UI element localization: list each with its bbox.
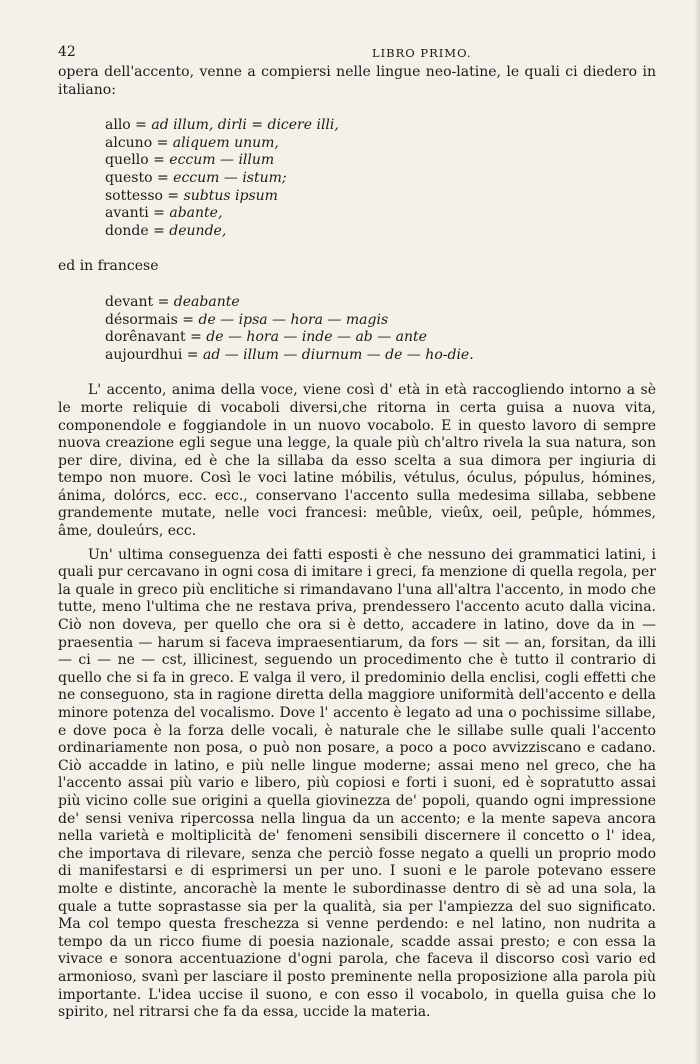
- equals-sign: =: [152, 169, 174, 186]
- derivation-row: [105, 188, 656, 206]
- equals-sign: =: [148, 222, 170, 239]
- equals-sign: =: [148, 152, 170, 169]
- equals-sign: =: [148, 205, 170, 222]
- latin-source: ad illum, dirli = dicere illi,: [151, 117, 339, 134]
- equals-sign: =: [130, 117, 152, 134]
- intro-text: opera dell'accento, venne a compiersi nelle lingue neo-latine, le quali ci diedero in italiano:: [58, 64, 656, 98]
- french-derivation-list: [105, 294, 656, 364]
- french-intro: ed in francese: [58, 258, 159, 275]
- derivation-row: [105, 170, 656, 188]
- equals-sign: =: [185, 329, 207, 346]
- page-edge-shadow: [694, 0, 700, 1064]
- page-header: [58, 44, 658, 64]
- derived-word: dorênavant: [105, 329, 186, 346]
- paragraph-accent: L' accento, anima della voce, viene così d' età in età raccogliendo intorno a sè le morte reliquie di vocaboli diversi,che ritorna in certa guisa a nuova vita, componendole e foggiandole in un nuovo vocabolo. E in questo lavoro di sempre nuova creazione egli segue una legge, la quale più ch'altro rivela la sua natura, son per dire, divina, ed è che la sillaba da esso scelta a sua dimora per ingiuria di tempo non muore. Così le voci latine móbilis, vétulus, óculus, pópulus, hómines, ánima, dolórcs, ecc. ecc., conservano l'accento sulla medesima sillaba, sebbene grandemente mutate, nelle voci francesi: meûble, vieûx, oeil, peûple, hómmes, âme, douleúrs, ecc.: [58, 382, 656, 540]
- derived-word: devant: [105, 293, 154, 310]
- derivation-row: [105, 329, 656, 347]
- derived-word: désormais: [105, 311, 178, 328]
- derivation-row: [105, 347, 656, 365]
- equals-sign: =: [153, 293, 174, 310]
- derivation-row: [105, 117, 656, 135]
- derivation-row: [105, 223, 656, 241]
- derived-word: alcuno: [105, 134, 153, 151]
- latin-source: abante,: [169, 205, 223, 222]
- latin-source: deunde,: [169, 222, 227, 239]
- running-title: LIBRO PRIMO.: [372, 46, 472, 60]
- derivation-row: [105, 205, 656, 223]
- equals-sign: =: [182, 346, 203, 363]
- derived-word: aujourdhui: [105, 346, 183, 363]
- latin-source: eccum — illum: [169, 152, 275, 169]
- derived-word: sottesso: [105, 187, 163, 204]
- page-number: 42: [58, 44, 76, 60]
- latin-source: deabante: [173, 293, 240, 310]
- derived-word: questo: [105, 169, 153, 186]
- derivation-row: [105, 135, 656, 153]
- latin-source: de — hora — inde — ab — ante: [206, 329, 427, 346]
- latin-source: ad — illum — diurnum — de — ho-die.: [202, 346, 474, 363]
- italian-derivation-list: [105, 117, 656, 240]
- latin-source: eccum — istum;: [173, 169, 287, 186]
- equals-sign: =: [177, 311, 199, 328]
- derivation-row: [105, 312, 656, 330]
- page-body: [58, 64, 656, 1022]
- latin-source: de — ipsa — hora — magis: [198, 311, 389, 328]
- derived-word: avanti: [105, 205, 149, 222]
- latin-source: aliquem unum,: [172, 134, 279, 151]
- equals-sign: =: [162, 187, 184, 204]
- derived-word: donde: [105, 222, 149, 239]
- derivation-row: [105, 152, 656, 170]
- paragraph-consequence: Un' ultima conseguenza dei fatti esposti è che nessuno dei grammatici latini, i quali pur cercavano in ogni cosa di imitare i greci, fa menzione di quella regola, per la quale in greco più enclitiche si rimandavano l'una all'altra l'accento, in modo che tutte, meno l'ultima che ne restava priva, prendessero l'accento acuto dalla vicina. Ciò non doveva, per quello che ora si è detto, accadere in latino, dove da in — praesentia — harum si faceva impraesentiarum, da fors — sit — an, forsitan, da illi — ci — ne — cst, illicinest, seguendo un procedimento che è tutto il contrario di quello che si fa in greco. E valga il vero, il predominio della enclisi, cogli effetti che ne conseguono, sta in ragione diretta della maggiore uniformità dell'accento e della minore potenza del vocalismo. Dove l' accento è legato ad una o pochissime sillabe, e dove poca è la forza delle vocali, è naturale che le sillabe sulle quali l'accento ordinariamente non posa, o può non posare, a poco a poco avvizziscano e cadano. Ciò accadde in latino, e più nelle lingue moderne; assai meno nel greco, che ha l'accento assai più vario e libero, più copiosi e forti i suoni, ed è sopratutto assai più vicino colle sue origini a quella giovinezza de' popoli, quando ogni impressione de' sensi veniva ripercossa nella lingua da un accento; e la mente sapeva ancora nella varietà e moltiplicità de' fenomeni sensibili discernere il concetto o l' idea, che importava di rilevare, senza che perciò fosse negato a quelli un proprio modo di manifestarsi e di esprimersi un per uno. I suoni e le parole potevano essere molte e distinte, ancorachè la mente le subordinasse dentro di sè ad una sola, la quale a tutte soprastasse sia per la qualità, sia per l'ampiezza del suo significato. Ma col tempo questa freschezza si venne perdendo: e nel latino, non nudrita a tempo da un ricco fiume di poesia nazionale, scadde assai presto; e con essa la vivace e sonora accentuazione d'ogni parola, che faceva il discorso così vario ed armonioso, svanì per lasciare il posto preminente nella proposizione alla parola più importante. L'idea uccise il suono, e con esso il vocabolo, in quella guisa che lo spirito, nel ritrarsi che fa da essa, uccide la materia.: [58, 546, 656, 1021]
- derived-word: allo: [105, 117, 131, 134]
- derivation-row: [105, 294, 656, 312]
- equals-sign: =: [152, 134, 173, 151]
- latin-source: subtus ipsum: [183, 187, 278, 204]
- derived-word: quello: [105, 152, 149, 169]
